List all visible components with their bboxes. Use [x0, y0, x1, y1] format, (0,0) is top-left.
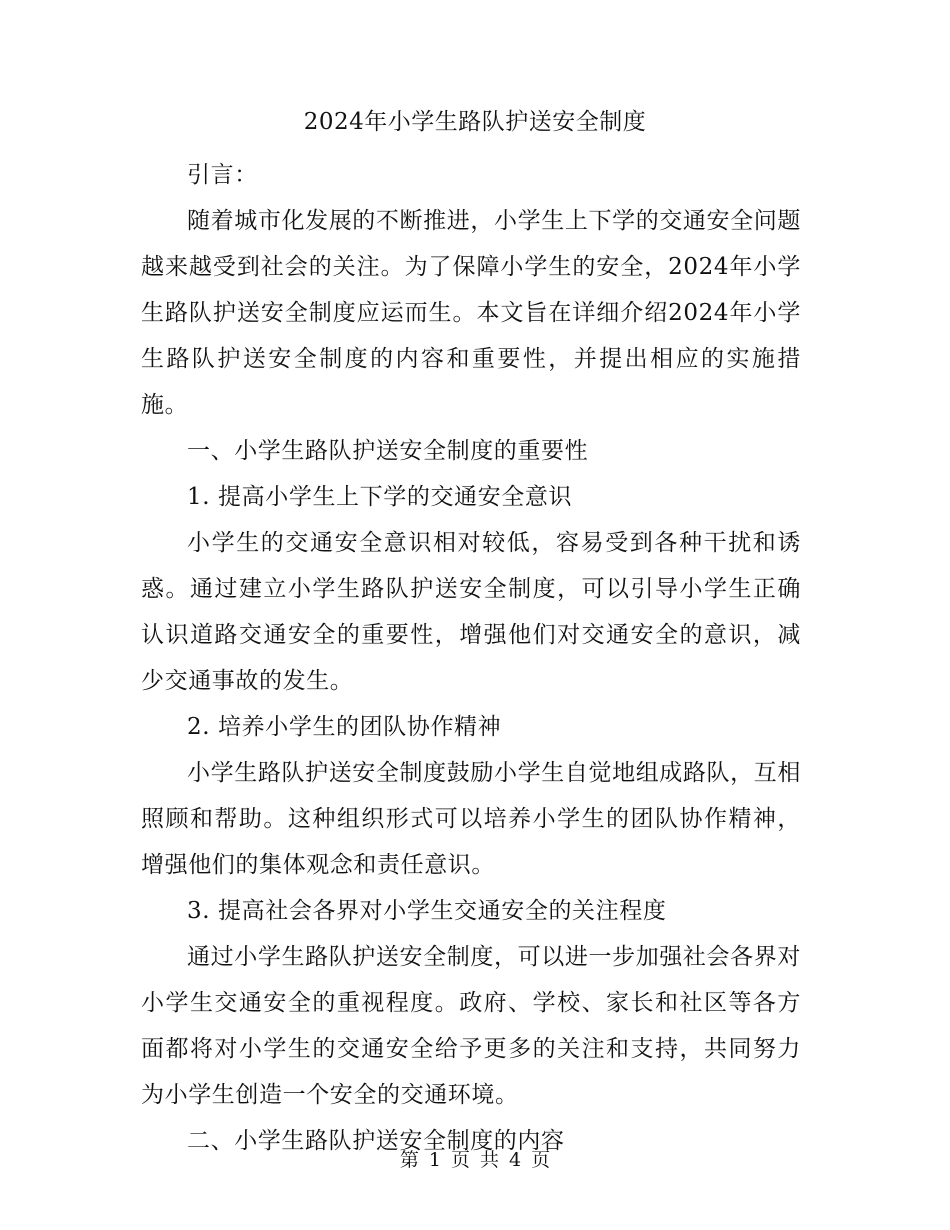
item1-paragraph: 小学生的交通安全意识相对较低，容易受到各种干扰和诱惑。通过建立小学生路队护送安全制度，可以引导小学生正确认识道路交通安全的重要性，增强他们对交通安全的意识，减少交通事故的发生。 — [141, 530, 801, 694]
intro-paragraph: 随着城市化发展的不断推进，小学生上下学的交通安全问题越来越受到社会的关注。为了保障小学生的安全，2024年小学生路队护送安全制度应运而生。本文旨在详细介绍2024年小学生路队护送安全制度的内容和重要性，并提出相应的实施措施。 — [141, 208, 801, 418]
item1-heading: 1. 提高小学生上下学的交通安全意识 — [187, 484, 573, 510]
page-indicator: 第 1 页 共 4 页 — [399, 1149, 551, 1171]
item3-heading: 3. 提高社会各界对小学生交通安全的关注程度 — [187, 898, 667, 924]
item2-heading: 2. 培养小学生的团队协作精神 — [187, 714, 502, 740]
document-body — [141, 152, 801, 1164]
section2-heading: 二、小学生路队护送安全制度的内容 — [187, 1128, 565, 1154]
item2-paragraph: 小学生路队护送安全制度鼓励小学生自觉地组成路队，互相照顾和帮助。这种组织形式可以培养小学生的团队协作精神，增强他们的集体观念和责任意识。 — [141, 760, 801, 878]
intro-label: 引言： — [187, 162, 258, 188]
item3-paragraph: 通过小学生路队护送安全制度，可以进一步加强社会各界对小学生交通安全的重视程度。政府、学校、家长和社区等各方面都将对小学生的交通安全给予更多的关注和支持，共同努力为小学生创造一个安全的交通环境。 — [141, 944, 801, 1108]
section1-heading: 一、小学生路队护送安全制度的重要性 — [187, 438, 589, 464]
document-title: 2024年小学生路队护送安全制度 — [303, 109, 647, 135]
